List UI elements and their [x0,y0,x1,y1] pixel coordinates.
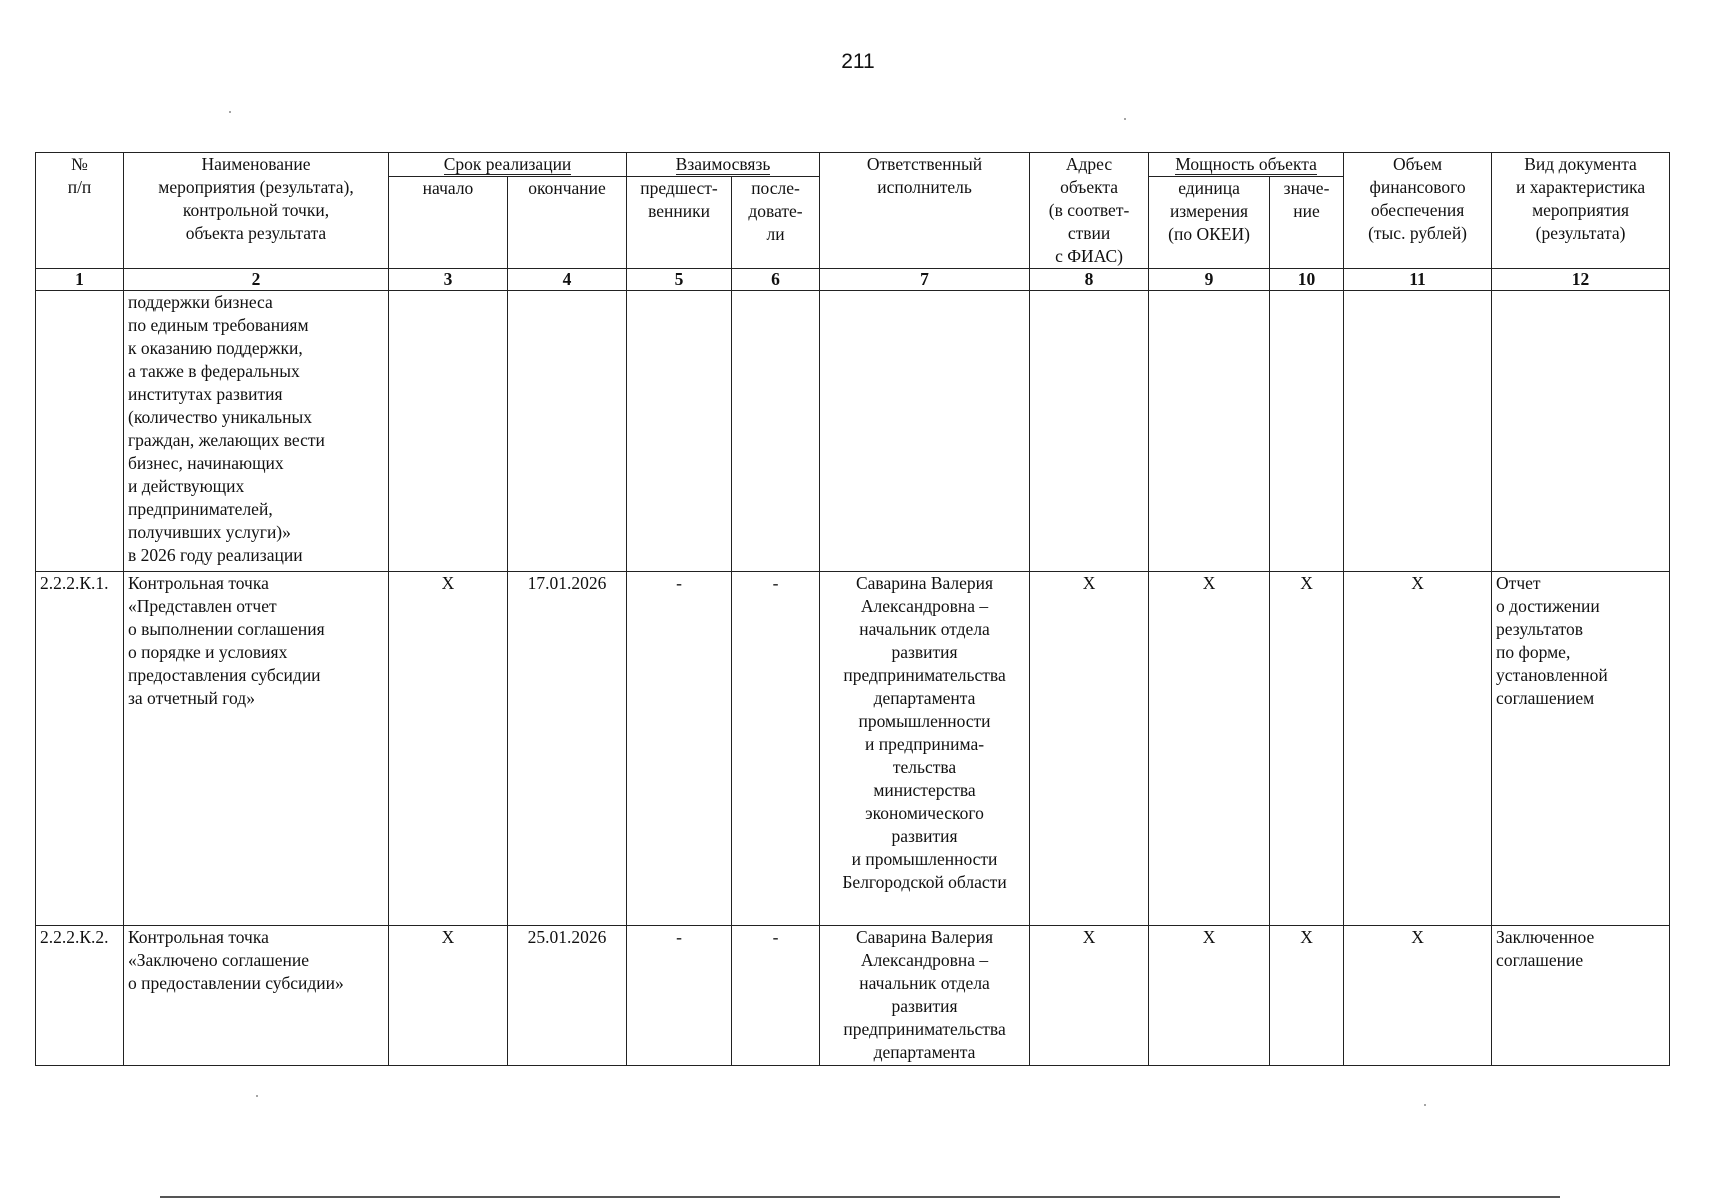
cell-doc-type: Отчет о достижении результатов по форме, установленной соглашением [1492,572,1670,926]
column-number: 3 [389,269,508,291]
cell-end: 25.01.2026 [508,926,627,1066]
cell-predecessors [627,291,732,572]
table-row [36,572,1670,926]
column-number: 6 [732,269,820,291]
header-relation [627,153,820,177]
cell-num [36,291,124,572]
cell-end [508,291,627,572]
cell-doc-type: Заключенное соглашение [1492,926,1670,1066]
header-unit: единица измерения (по ОКЕИ) [1149,177,1270,269]
column-number: 4 [508,269,627,291]
cell-responsible [820,291,1030,572]
header-capacity [1149,153,1344,177]
table-row [36,291,1670,572]
plan-table [35,152,1670,1066]
header-address: Адрес объекта (в соответ- ствии с ФИАС) [1030,153,1149,269]
header-relation-label: Взаимосвязь [675,154,771,174]
column-number: 7 [820,269,1030,291]
cell-start: X [389,572,508,926]
cell-responsible: Саварина Валерия Александровна – начальник отдела развития предпринимательства департамента промышленности и предпринима- тельства министерства экономического развития и промышленности Белгородской области [820,572,1030,926]
header-doc-type: Вид документа и характеристика мероприятия (результата) [1492,153,1670,269]
cell-unit: X [1149,926,1270,1066]
cell-num: 2.2.2.К.1. [36,572,124,926]
cell-end: 17.01.2026 [508,572,627,926]
header-end: окончание [508,177,627,269]
cell-doc-type [1492,291,1670,572]
cell-successors: - [732,572,820,926]
cell-address [1030,291,1149,572]
column-number: 12 [1492,269,1670,291]
cell-start: X [389,926,508,1066]
cell-financing: X [1344,572,1492,926]
page-edge-line [160,1196,1560,1198]
column-number: 11 [1344,269,1492,291]
header-start: начало [389,177,508,269]
header-name: Наименование мероприятия (результата), контрольной точки, объекта результата [124,153,389,269]
cell-predecessors: - [627,926,732,1066]
header-num: № п/п [36,153,124,269]
scan-speck [1124,118,1126,120]
column-number: 10 [1270,269,1344,291]
header-responsible: Ответственный исполнитель [820,153,1030,269]
column-number: 1 [36,269,124,291]
cell-responsible: Саварина Валерия Александровна – начальник отдела развития предпринимательства департамента [820,926,1030,1066]
header-financing: Объем финансового обеспечения (тыс. рублей) [1344,153,1492,269]
column-number: 2 [124,269,389,291]
cell-name: Контрольная точка «Представлен отчет о выполнении соглашения о порядке и условиях предоставления субсидии за отчетный год» [124,572,389,926]
cell-value: X [1270,572,1344,926]
scan-speck [1424,1104,1426,1106]
table-row [36,926,1670,1066]
cell-financing: X [1344,926,1492,1066]
column-number: 8 [1030,269,1149,291]
page-number: 211 [841,50,875,73]
cell-unit: X [1149,572,1270,926]
cell-successors [732,291,820,572]
cell-predecessors: - [627,572,732,926]
cell-successors: - [732,926,820,1066]
header-capacity-label: Мощность объекта [1175,154,1317,174]
column-number: 5 [627,269,732,291]
cell-value [1270,291,1344,572]
table-header [36,153,1670,291]
cell-address: X [1030,572,1149,926]
cell-value: X [1270,926,1344,1066]
header-successors: после- довате- ли [732,177,820,269]
scan-speck [256,1095,258,1097]
scan-speck [229,111,231,113]
cell-num: 2.2.2.К.2. [36,926,124,1066]
header-period [389,153,627,177]
cell-financing [1344,291,1492,572]
header-value: значе- ние [1270,177,1344,269]
header-period-label: Срок реализации [443,154,572,174]
column-number-row [36,269,1670,291]
header-predecessors: предшест- венники [627,177,732,269]
cell-address: X [1030,926,1149,1066]
cell-name: Контрольная точка «Заключено соглашение о предоставлении субсидии» [124,926,389,1066]
cell-start [389,291,508,572]
cell-name: поддержки бизнеса по единым требованиям к оказанию поддержки, а также в федеральных институтах развития (количество уникальных граждан, желающих вести бизнес, начинающих и действующих предпринимателей, получивших услуги)» в 2026 году реализации [124,291,389,572]
cell-unit [1149,291,1270,572]
column-number: 9 [1149,269,1270,291]
